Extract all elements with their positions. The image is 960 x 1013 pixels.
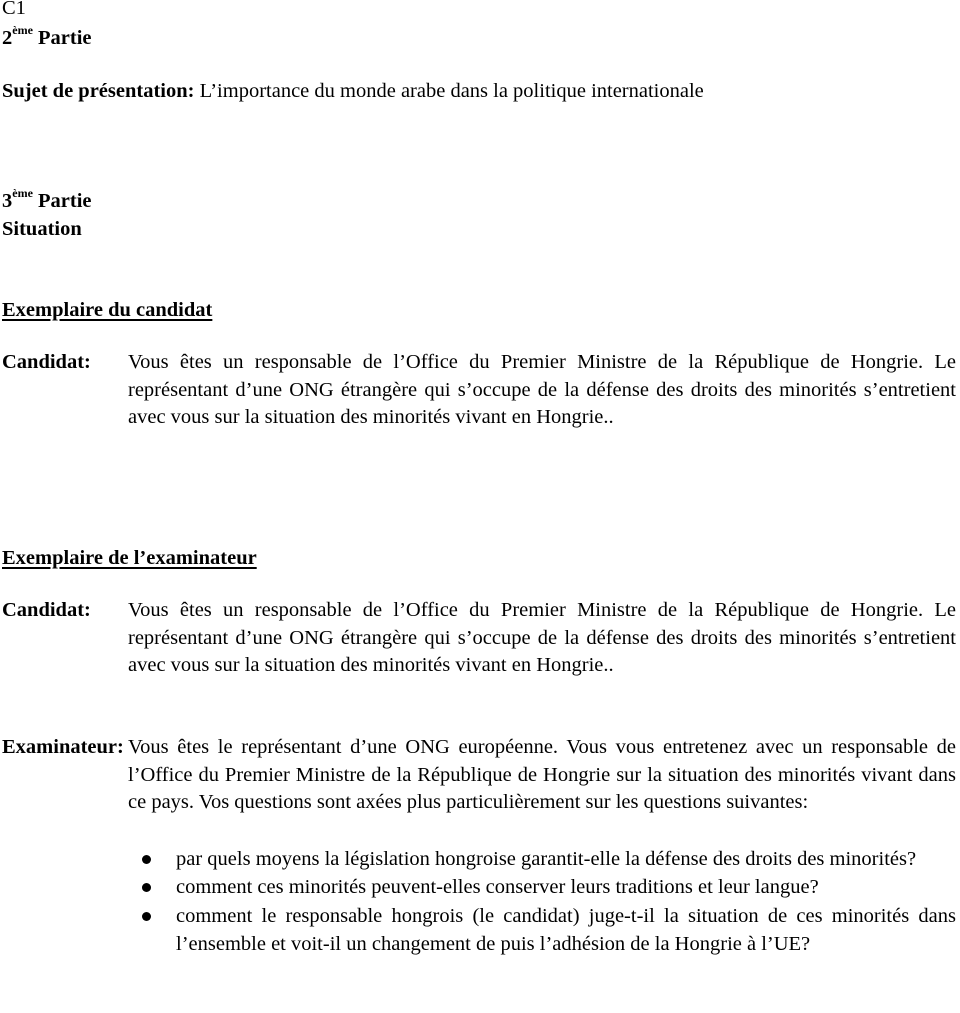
candidate-situation-text: Vous êtes un responsable de l’Office du Premier Ministre de la République de Hongrie. Le représentant d’une ONG étrangère qui s’occupe de la défense des droits des minorités s’entretient avec vous sur la situation des minorités vivant en Hongrie.. <box>128 351 956 428</box>
presentation-subject: L’importance du monde arabe dans la politique internationale <box>199 80 704 102</box>
question-text: par quels moyens la législation hongroise garantit-elle la défense des droits des minorités? <box>176 848 917 870</box>
part-2-superscript: ème <box>12 23 33 37</box>
part-3-number: 3 <box>2 190 13 212</box>
presentation-label: Sujet de présentation: <box>2 80 195 102</box>
candidate-copy-block <box>2 349 956 432</box>
question-item <box>128 846 956 874</box>
bullet-icon <box>142 912 151 921</box>
examiner-questions-list <box>128 846 956 958</box>
part-3-word: Partie <box>38 190 92 212</box>
examiner-label: Examinateur: <box>2 736 124 758</box>
presentation-subject-line <box>2 79 704 103</box>
bullet-icon <box>142 855 151 864</box>
examiner-text: Vous êtes le représentant d’une ONG européenne. Vous vous entretenez avec un responsable de l’Office du Premier Ministre de la République de Hongrie sur la situation des minorités vivant dans ce pays. Vos questions sont axées plus particulièrement sur les questions suivantes: <box>128 736 956 813</box>
examiner-copy-candidate-block <box>2 597 956 680</box>
candidate-copy-heading: Exemplaire du candidat <box>2 299 213 321</box>
bullet-icon <box>142 883 151 892</box>
examiner-copy-candidate-text: Vous êtes un responsable de l’Office du Premier Ministre de la République de Hongrie. Le représentant d’une ONG étrangère qui s’occupe de la défense des droits des minorités s’entretient avec vous sur la situation des minorités vivant en Hongrie.. <box>128 599 956 676</box>
examiner-block <box>2 734 956 817</box>
examiner-copy-candidate-label: Candidat: <box>2 599 91 621</box>
question-item <box>128 903 956 958</box>
question-text: comment ces minorités peuvent-elles conserver leurs traditions et leur langue? <box>176 875 819 898</box>
candidate-label: Candidat: <box>2 351 91 373</box>
question-text: comment le responsable hongrois (le candidat) juge-t-il la situation de ces minorités dans l’ensemble et voit-il un changement de puis l’adhésion de la Hongrie à l’UE? <box>176 905 956 955</box>
part-2-word: Partie <box>38 27 92 49</box>
part-2-number: 2 <box>2 27 13 49</box>
document-code: C1 <box>2 0 26 19</box>
examiner-copy-heading: Exemplaire de l’examinateur <box>2 547 257 569</box>
part-3-heading <box>2 186 92 213</box>
part-3-superscript: ème <box>12 186 33 200</box>
part-2-heading <box>2 23 92 50</box>
situation-heading: Situation <box>2 218 82 240</box>
question-item <box>128 874 956 902</box>
